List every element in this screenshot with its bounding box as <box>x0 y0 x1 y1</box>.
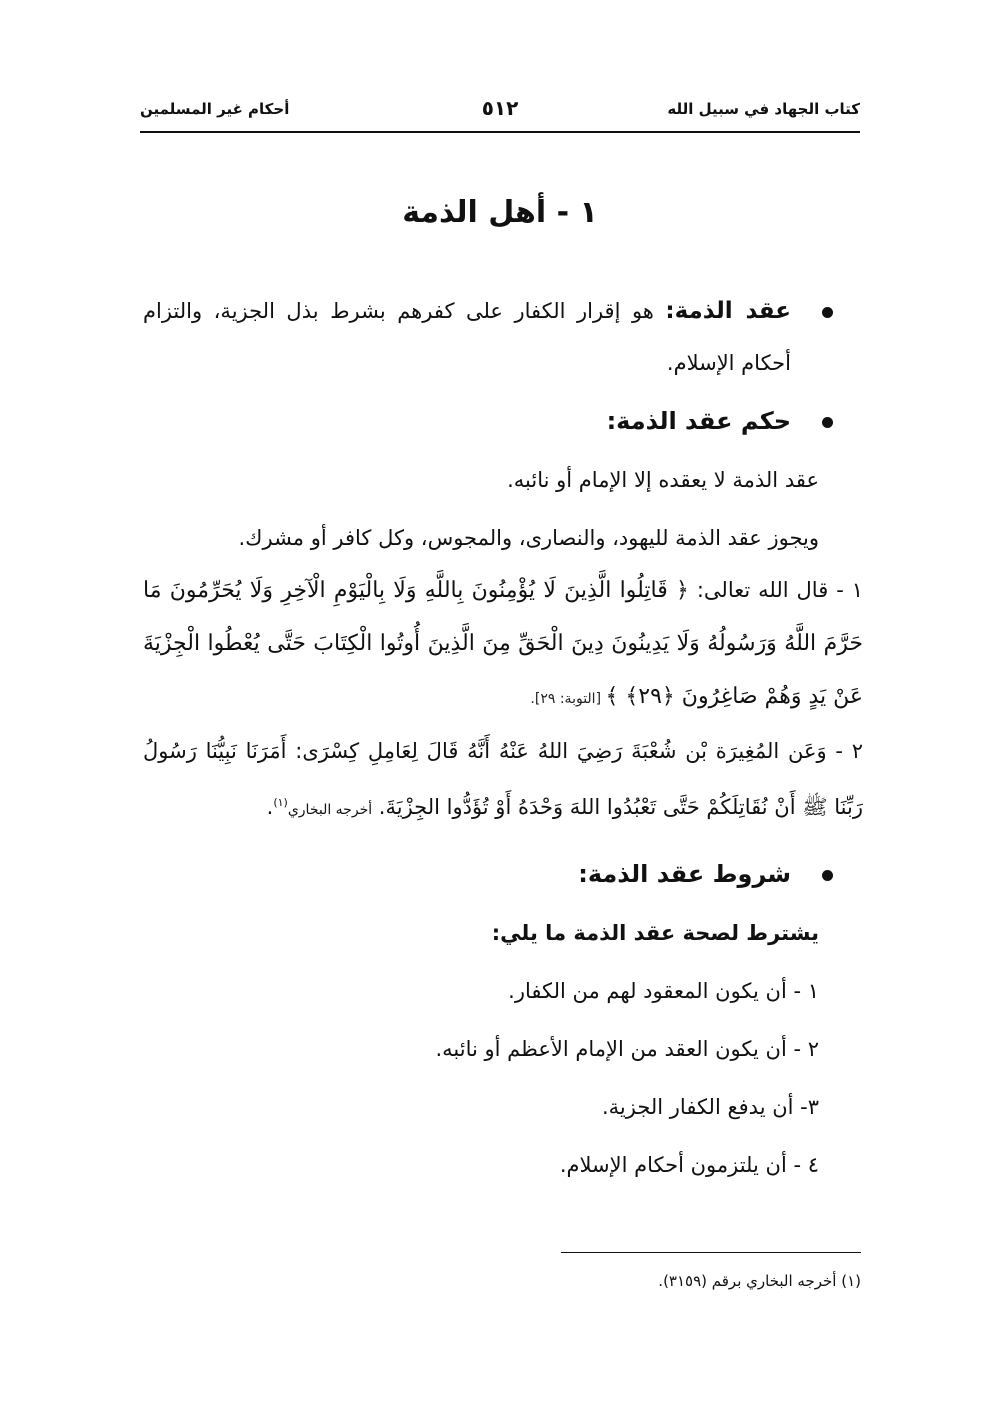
footnote-marker: (١) <box>273 796 288 809</box>
bullet-icon <box>822 307 833 318</box>
definition-paragraph <box>143 285 863 389</box>
conditions-intro <box>143 907 863 959</box>
running-header <box>140 96 860 134</box>
page-number: ٥١٢ <box>481 96 519 120</box>
book-title: كتاب الجهاد في سبيل الله <box>667 100 860 118</box>
footnote-rule <box>561 1252 861 1253</box>
verse-reference: [التوبة: ٢٩]. <box>530 691 606 707</box>
quran-verse: ﴿ قَاتِلُوا الَّذِينَ لَا يُؤْمِنُونَ بِاللَّهِ وَلَا بِالْيَوْمِ الْآخِرِ وَلَا يُحَرِّمُونَ مَا حَرَّمَ اللَّهُ وَرَسُولُهُ وَلَا يَدِينُونَ دِينَ الْحَقِّ مِنَ الَّذِينَ أُوتُوا الْكِتَابَ حَتَّى يُعْطُوا الْجِزْيَةَ عَنْ يَدٍ وَهُمْ صَاغِرُونَ ﴿٢٩﴾ ﴾ <box>143 578 863 709</box>
condition-item: ٤ - أن يلتزمون أحكام الإسلام. <box>559 1153 819 1177</box>
main-content <box>143 285 863 1191</box>
conditions-heading <box>143 848 863 901</box>
hadith-end: . <box>266 795 274 819</box>
hadith-text: ٢ - وَعَن المُغِيرَة بْن شُعْبَةَ رَضِيَ اللهُ عَنْهُ أَنَّهُ قَالَ لِعَامِلِ كِسْرَى: أَمَرَنَا نَبِيُّنَا رَسُولُ رَبِّنَا ﷺ أَنْ نُقَاتِلَكُمْ حَتَّى تَعْبُدُوا اللهَ وَحْدَهُ أَوْ تُؤَدُّوا الجِزْيَةَ. <box>143 739 863 819</box>
chapter-title: أحكام غير المسلمين <box>140 100 290 118</box>
definition-text: هو إقرار الكفار على كفرهم بشرط بذل الجزية، والتزام أحكام الإسلام. <box>143 299 791 375</box>
evidence-1-prefix: ١ - قال الله تعالى: <box>688 578 863 602</box>
conditions-heading-text: شروط عقد الذمة: <box>578 860 791 888</box>
section-title: ١ - أهل الذمة <box>402 195 598 230</box>
condition-item: ٣- أن يدفع الكفار الجزية. <box>601 1095 819 1119</box>
hadith-source: أخرجه البخاري <box>287 802 373 818</box>
footnote: (١) أخرجه البخاري برقم (٣١٥٩). <box>658 1272 861 1290</box>
ruling-heading-text: حكم عقد الذمة: <box>606 407 791 435</box>
ruling-heading <box>143 395 863 448</box>
bullet-icon <box>822 417 833 428</box>
ruling-paragraph-2: ويجوز عقد الذمة لليهود، والنصارى، والمجوس، وكل كافر أو مشرك. <box>238 526 819 550</box>
conditions-intro-text: يشترط لصحة عقد الذمة ما يلي: <box>491 921 819 945</box>
evidence-2 <box>143 725 863 836</box>
condition-item: ٢ - أن يكون العقد من الإمام الأعظم أو نائبه. <box>435 1037 819 1061</box>
evidence-1 <box>143 564 863 725</box>
bullet-icon <box>822 870 833 881</box>
definition-term: عقد الذمة: <box>665 298 792 324</box>
condition-item: ١ - أن يكون المعقود لهم من الكفار. <box>508 979 819 1003</box>
ruling-paragraph-1: عقد الذمة لا يعقده إلا الإمام أو نائبه. <box>507 468 819 492</box>
header-rule <box>140 131 860 133</box>
